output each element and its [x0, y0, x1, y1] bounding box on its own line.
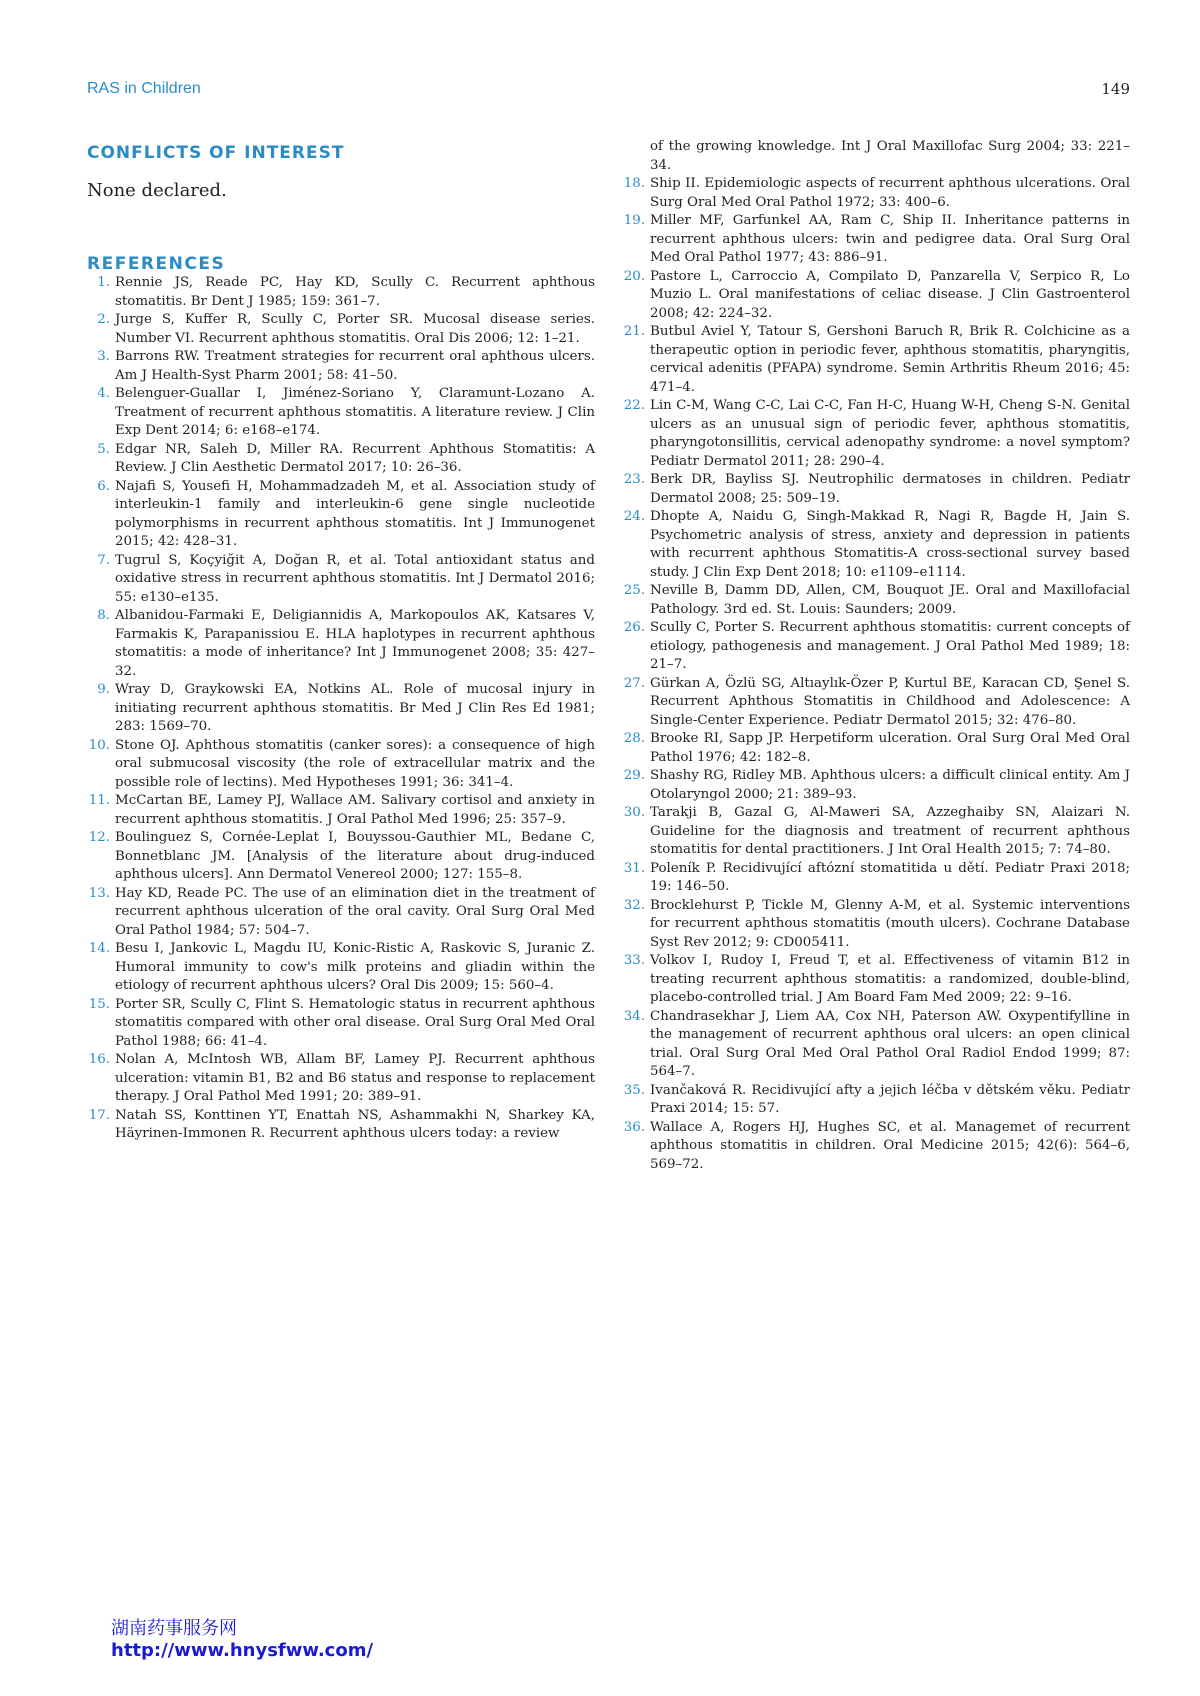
- watermark: [111, 1618, 373, 1662]
- reference-number: 6.: [97, 478, 110, 494]
- reference-text: Hay KD, Reade PC. The use of an elimination diet in the treatment of recurrent aphthous ulceration of the oral cavity. Oral Surg Oral Med Oral Pathol 1984; 57: 504–7.: [115, 885, 595, 938]
- watermark-url[interactable]: http://www.hnysfww.com/: [111, 1640, 374, 1661]
- reference-text: Barrons RW. Treatment strategies for recurrent oral aphthous ulcers. Am J Health-Syst Pharm 2001; 58: 41–50.: [115, 349, 595, 383]
- right-column: [622, 138, 1130, 1174]
- reference-number: 15.: [88, 996, 110, 1012]
- reference-text: Dhopte A, Naidu G, Singh-Makkad R, Nagi R, Bagde H, Jain S. Psychometric analysis of stress, anxiety and depression in patients with recurrent aphthous Stomatitis-A cross-sectional survey based study. J Clin Exp Dent 2018; 10: e1109–e1114.: [650, 509, 1130, 580]
- reference-item: [622, 212, 1130, 268]
- reference-text: Ivančaková R. Recidivující afty a jejich léčba v dětském věku. Pediatr Praxi 2014; 15: 57.: [650, 1082, 1130, 1116]
- reference-item: [622, 1082, 1130, 1119]
- reference-text: Berk DR, Bayliss SJ. Neutrophilic dermatoses in children. Pediatr Dermatol 2008; 25: 509–19.: [650, 472, 1130, 506]
- reference-number: 28.: [623, 731, 645, 746]
- reference-number: 4.: [97, 386, 110, 401]
- reference-item: [87, 385, 595, 441]
- reference-text: Porter SR, Scully C, Flint S. Hematologic status in recurrent aphthous stomatitis compared with other oral disease. Oral Surg Oral Med Oral Pathol 1988; 66: 41–4.: [115, 996, 595, 1049]
- reference-number: 25.: [623, 583, 645, 598]
- reference-number: 3.: [97, 349, 110, 364]
- left-column: [87, 138, 595, 1144]
- reference-item: [87, 681, 595, 737]
- reference-number: 20.: [623, 268, 645, 284]
- reference-text: Tarakji B, Gazal G, Al-Maweri SA, Azzeghaiby SN, Alaizari N. Guideline for the diagnosis and treatment of recurrent aphthous stomatitis for dental practitioners. J Int Oral Health 2015; 7: 74–80.: [650, 805, 1130, 857]
- reference-number: 2.: [97, 312, 110, 327]
- reference-number: 33.: [623, 953, 645, 968]
- reference-text: Natah SS, Konttinen YT, Enattah NS, Ashammakhi N, Sharkey KA, Häyrinen-Immonen R. Recurrent aphthous ulcers today: a review: [115, 1107, 595, 1141]
- reference-text: Butbul Aviel Y, Tatour S, Gershoni Baruch R, Brik R. Colchicine as a therapeutic option in periodic fever, aphthous stomatitis, pharyngitis, cervical adenitis (PFAPA) syndrome. Semin Arthritis Rheum 2016; 45: 471–4.: [650, 324, 1130, 395]
- reference-text: Lin C-M, Wang C-C, Lai C-C, Fan H-C, Huang W-H, Cheng S-N. Genital ulcers as an unusual sign of periodic fever, aphthous stomatitis, pharyngotonsillitis, cervical adenopathy syndrome: a novel symptom? Pediatr Dermatol 2011; 28: 290–4.: [650, 398, 1130, 469]
- reference-text: Boulinguez S, Cornée-Leplat I, Bouyssou-Gauthier ML, Bedane C, Bonnetblanc JM. [Analysis of the literature about drug-induced aphthous ulcers]. Ann Dermatol Venereol 2000; 127: 155–8.: [115, 830, 595, 882]
- page-number: 149: [1101, 80, 1130, 98]
- conflicts-text: None declared.: [87, 180, 227, 201]
- reference-number: 11.: [88, 793, 110, 808]
- reference-item: [622, 582, 1130, 619]
- reference-list-right: [622, 175, 1130, 1174]
- reference-text: Wray D, Graykowski EA, Notkins AL. Role of mucosal injury in initiating recurrent aphthous stomatitis. Br Med J Clin Res Ed 1981; 283: 1569–70.: [115, 682, 595, 734]
- references-heading: REFERENCES: [87, 254, 226, 274]
- reference-item: [622, 508, 1130, 582]
- reference-item: [622, 619, 1130, 675]
- reference-number: 14.: [88, 941, 110, 956]
- reference-number: 29.: [623, 768, 645, 783]
- running-head: RAS in Children: [87, 80, 201, 97]
- reference-item: [87, 441, 595, 478]
- reference-number: 24.: [623, 509, 645, 524]
- reference-text: Miller MF, Garfunkel AA, Ram C, Ship II. Inheritance patterns in recurrent aphthous ulcers: twin and pedigree data. Oral Surg Oral Med Oral Pathol 1977; 43: 886–91.: [650, 213, 1130, 265]
- reference-text: Ship II. Epidemiologic aspects of recurrent aphthous ulcerations. Oral Surg Oral Med Oral Pathol 1972; 33: 400–6.: [650, 176, 1130, 210]
- reference-item: [622, 397, 1130, 471]
- reference-number: 13.: [88, 885, 110, 901]
- reference-number: 35.: [623, 1082, 645, 1098]
- reference-number: 27.: [623, 675, 645, 691]
- reference-text: Gürkan A, Özlü SG, Altıaylık-Özer P, Kurtul BE, Karacan CD, Şenel S. Recurrent Aphthous Stomatitis in Childhood and Adolescence: A Single-Center Experience. Pediatr Dermatol 2015; 32: 476–80.: [650, 675, 1130, 728]
- reference-item: [622, 323, 1130, 397]
- watermark-site-name: 湖南药事服务网: [111, 1618, 237, 1639]
- reference-number: 22.: [623, 398, 645, 413]
- reference-item: [622, 767, 1130, 804]
- reference-number: 1.: [97, 275, 110, 290]
- reference-text: Brooke RI, Sapp JP. Herpetiform ulceration. Oral Surg Oral Med Oral Pathol 1976; 42: 182–8.: [650, 731, 1130, 765]
- reference-text: Volkov I, Rudoy I, Freud T, et al. Effectiveness of vitamin B12 in treating recurrent aphthous stomatitis: a randomized, double-blind, placebo-controlled trial. J Am Board Fam Med 2009; 22: 9–16.: [650, 953, 1130, 1005]
- reference-number: 19.: [623, 213, 645, 228]
- reference-number: 7.: [97, 552, 110, 568]
- reference-number: 12.: [88, 830, 110, 845]
- reference-text: Rennie JS, Reade PC, Hay KD, Scully C. Recurrent aphthous stomatitis. Br Dent J 1985; 159: 361–7.: [115, 275, 595, 309]
- reference-item: [87, 1107, 595, 1144]
- reference-continuation: of the growing knowledge. Int J Oral Maxillofac Surg 2004; 33: 221–34.: [650, 139, 1130, 173]
- reference-item: [87, 1051, 595, 1107]
- reference-item: [87, 792, 595, 829]
- reference-text: Wallace A, Rogers HJ, Hughes SC, et al. Managemet of recurrent aphthous stomatitis in children. Oral Medicine 2015; 42(6): 564–6, 569–72.: [650, 1119, 1130, 1172]
- reference-item: [622, 897, 1130, 953]
- reference-number: 30.: [623, 805, 645, 820]
- reference-item: [87, 478, 595, 552]
- reference-text: Nolan A, McIntosh WB, Allam BF, Lamey PJ. Recurrent aphthous ulceration: vitamin B1, B2 and B6 status and response to replacement therapy. J Oral Pathol Med 1991; 20: 389–91.: [115, 1052, 595, 1104]
- reference-number: 26.: [623, 620, 645, 635]
- reference-item: [87, 829, 595, 885]
- conflicts-heading: CONFLICTS OF INTEREST: [87, 143, 345, 163]
- reference-text: Najafi S, Yousefi H, Mohammadzadeh M, et al. Association study of interleukin-1 family and interleukin-6 gene single nucleotide polymorphisms in recurrent aphthous stomatitis. Int J Immunogenet 2015; 42: 428–31.: [115, 478, 595, 549]
- reference-item: [87, 552, 595, 608]
- reference-list-left: [87, 274, 595, 1144]
- reference-item: [622, 1119, 1130, 1175]
- reference-text: Edgar NR, Saleh D, Miller RA. Recurrent Aphthous Stomatitis: A Review. J Clin Aesthetic Dermatol 2017; 10: 26–36.: [115, 441, 595, 475]
- reference-text: Besu I, Jankovic L, Magdu IU, Konic-Ristic A, Raskovic S, Juranic Z. Humoral immunity to cow's milk proteins and gliadin within the etiology of recurrent aphthous ulcers? Oral Dis 2009; 15: 560–4.: [115, 941, 595, 993]
- reference-text: Neville B, Damm DD, Allen, CM, Bouquot JE. Oral and Maxillofacial Pathology. 3rd ed. St. Louis: Saunders; 2009.: [650, 583, 1130, 617]
- reference-number: 17.: [88, 1107, 110, 1123]
- reference-item: [87, 940, 595, 996]
- reference-text: Pastore L, Carroccio A, Compilato D, Panzarella V, Serpico R, Lo Muzio L. Oral manifestations of celiac disease. J Clin Gastroenterol 2008; 42: 224–32.: [650, 268, 1130, 321]
- reference-number: 10.: [88, 737, 110, 753]
- reference-item: [87, 274, 595, 311]
- reference-item: [622, 471, 1130, 508]
- reference-number: 5.: [97, 441, 110, 457]
- reference-number: 16.: [88, 1052, 110, 1067]
- reference-number: 23.: [623, 472, 645, 487]
- reference-item: [87, 607, 595, 681]
- reference-text: Albanidou-Farmaki E, Deligiannidis A, Markopoulos AK, Katsares V, Farmakis K, Parapanissiou E. HLA haplotypes in recurrent aphthous stomatitis: a mode of inheritance? Int J Immunogenet 2008; 35: 427–32.: [115, 608, 595, 679]
- reference-item: [622, 860, 1130, 897]
- reference-item: [622, 675, 1130, 731]
- reference-text: Chandrasekhar J, Liem AA, Cox NH, Paterson AW. Oxypentifylline in the management of recurrent aphthous oral ulcers: an open clinical trial. Oral Surg Oral Med Oral Pathol Oral Radiol Endod 1999; 87: 564–7.: [650, 1008, 1130, 1079]
- reference-text: Stone OJ. Aphthous stomatitis (canker sores): a consequence of high oral submucosal viscosity (the role of extracellular matrix and the possible role of lectins). Med Hypotheses 1991; 36: 341–4.: [115, 737, 595, 790]
- reference-number: 34.: [623, 1008, 645, 1024]
- reference-number: 31.: [623, 860, 645, 876]
- reference-item: [622, 1008, 1130, 1082]
- reference-number: 21.: [623, 324, 645, 339]
- reference-number: 9.: [97, 682, 110, 697]
- reference-item: [87, 311, 595, 348]
- reference-item: [622, 804, 1130, 860]
- reference-item: [622, 730, 1130, 767]
- reference-number: 8.: [97, 608, 110, 623]
- reference-item: [87, 885, 595, 941]
- reference-text: McCartan BE, Lamey PJ, Wallace AM. Salivary cortisol and anxiety in recurrent aphthous stomatitis. J Oral Pathol Med 1996; 25: 357–9.: [115, 793, 595, 827]
- reference-text: Scully C, Porter S. Recurrent aphthous stomatitis: current concepts of etiology, pathogenesis and management. J Oral Pathol Med 1989; 18: 21–7.: [650, 620, 1130, 672]
- reference-text: Poleník P. Recidivující aftózní stomatitida u dětí. Pediatr Praxi 2018; 19: 146–50.: [650, 860, 1130, 894]
- reference-item: [87, 737, 595, 793]
- reference-number: 36.: [623, 1119, 645, 1135]
- reference-item: [87, 348, 595, 385]
- reference-item: [87, 996, 595, 1052]
- reference-text: Shashy RG, Ridley MB. Aphthous ulcers: a difficult clinical entity. Am J Otolaryngol 2000; 21: 389–93.: [650, 768, 1130, 802]
- reference-text: Jurge S, Kuffer R, Scully C, Porter SR. Mucosal disease series. Number VI. Recurrent aphthous stomatitis. Oral Dis 2006; 12: 1–21.: [115, 312, 595, 346]
- reference-item: [622, 952, 1130, 1008]
- reference-item: [622, 268, 1130, 324]
- reference-text: Brocklehurst P, Tickle M, Glenny A-M, et al. Systemic interventions for recurrent aphthous stomatitis (mouth ulcers). Cochrane Database Syst Rev 2012; 9: CD005411.: [650, 897, 1130, 950]
- reference-text: Belenguer-Guallar I, Jiménez-Soriano Y, Claramunt-Lozano A. Treatment of recurrent aphthous stomatitis. A literature review. J Clin Exp Dent 2014; 6: e168–e174.: [115, 386, 595, 438]
- reference-item: [622, 175, 1130, 212]
- reference-text: Tugrul S, Koçyiğit A, Doğan R, et al. Total antioxidant status and oxidative stress in recurrent aphthous stomatitis. Int J Dermatol 2016; 55: e130–e135.: [115, 552, 595, 605]
- reference-number: 18.: [623, 176, 645, 191]
- reference-number: 32.: [623, 897, 645, 913]
